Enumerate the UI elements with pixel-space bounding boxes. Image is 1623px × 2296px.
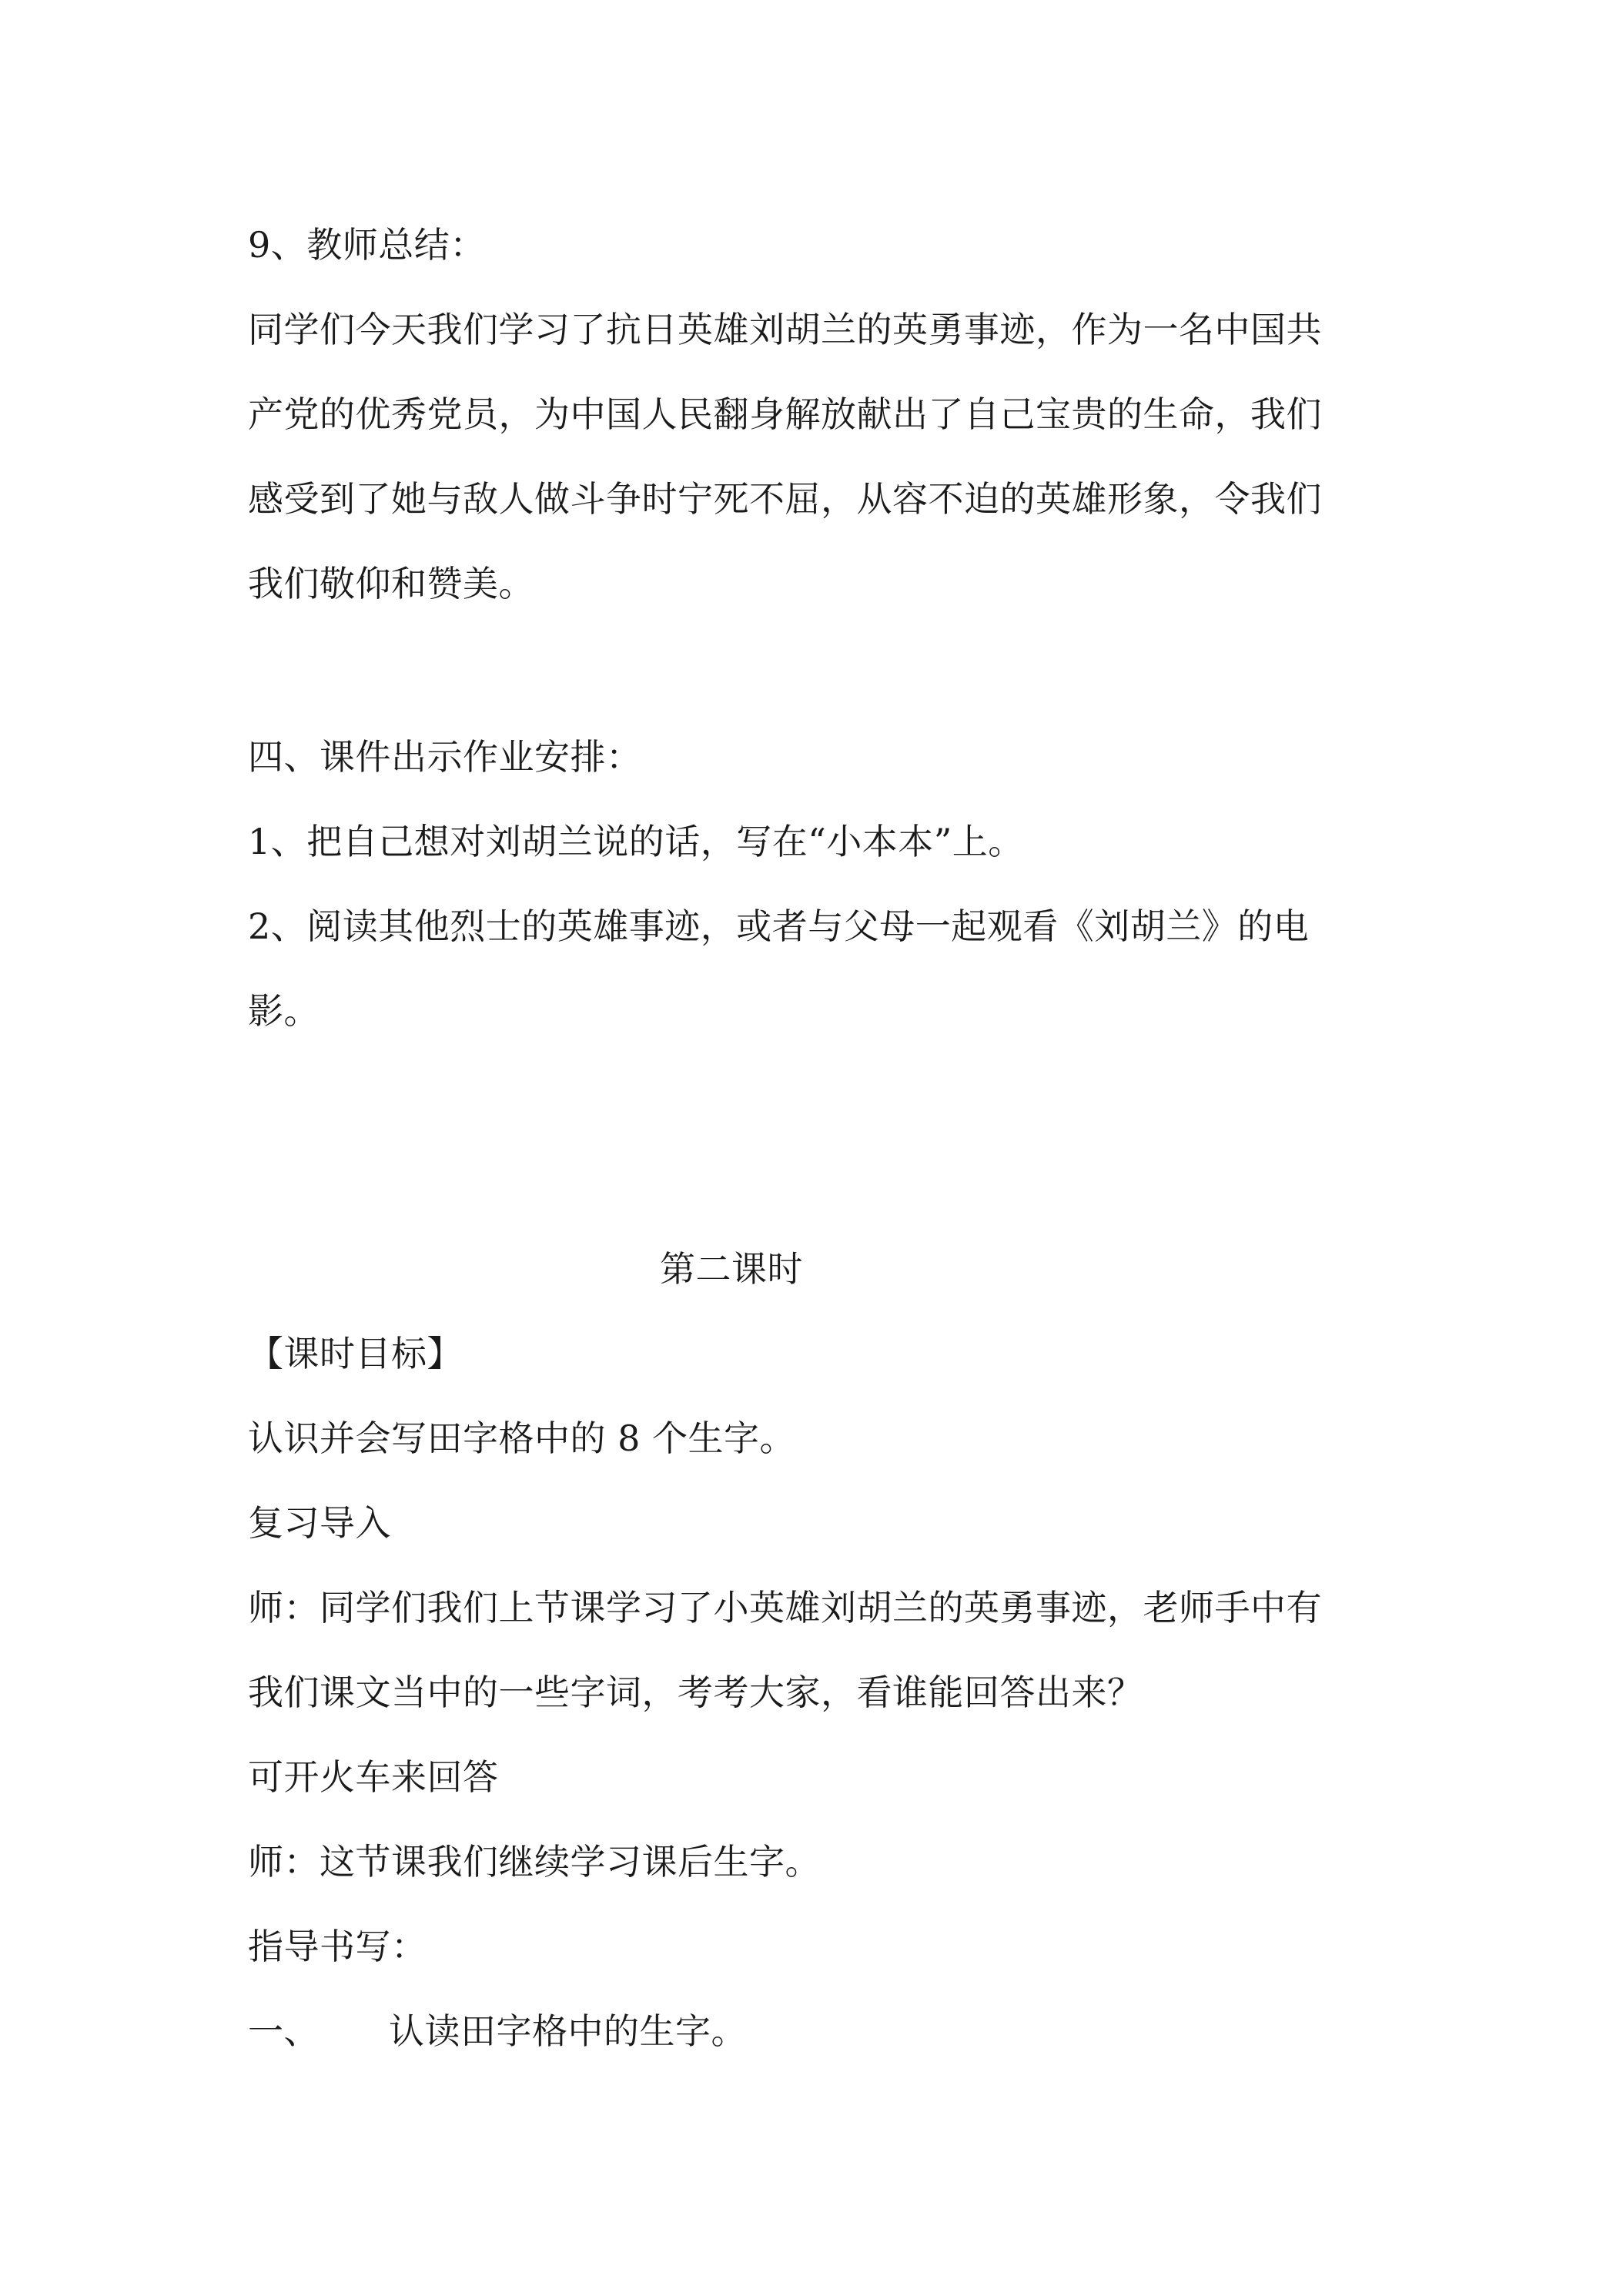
lesson-title: 第二课时 [660,1248,803,1290]
goal-text: 认识并会写田字格中的 8 个生字。 [248,1417,796,1459]
goal-heading: 【课时目标】 [248,1333,463,1374]
teacher-line-1: 师：同学们我们上节课学习了小英雄刘胡兰的英勇事迹，老师手中有 [248,1587,1322,1628]
teacher-continue: 师：这节课我们继续学习课后生字。 [248,1841,821,1883]
homework-item-2: 2、阅读其他烈士的英雄事迹，或者与父母一起观看《刘胡兰》的电 [248,905,1310,947]
step-one [248,2010,1387,2053]
homework-item-2-continued: 影。 [248,990,320,1032]
summary-heading: 9、教师总结： [248,224,486,266]
summary-line-4: 我们敬仰和赞美。 [248,563,534,604]
summary-line-3: 感受到了她与敌人做斗争时宁死不屈，从容不迫的英雄形象，令我们 [248,478,1322,520]
review-heading: 复习导入 [248,1502,391,1544]
guide-heading: 指导书写： [248,1926,427,1967]
homework-heading: 四、课件出示作业安排： [248,736,642,778]
summary-line-2: 产党的优秀党员，为中国人民翻身解放献出了自己宝贵的生命，我们 [248,393,1322,435]
teacher-line-2: 我们课文当中的一些字词，考考大家，看谁能回答出来？ [248,1672,1143,1713]
step-one-text: 认读田字格中的生字。 [389,2010,747,2052]
step-one-number: 一、 [248,2010,320,2052]
homework-item-1: 1、把自己想对刘胡兰说的话，写在“小本本”上。 [248,821,1024,862]
train-answer: 可开火车来回答 [248,1756,499,1798]
summary-line-1: 同学们今天我们学习了抗日英雄刘胡兰的英勇事迹，作为一名中国共 [248,309,1322,350]
